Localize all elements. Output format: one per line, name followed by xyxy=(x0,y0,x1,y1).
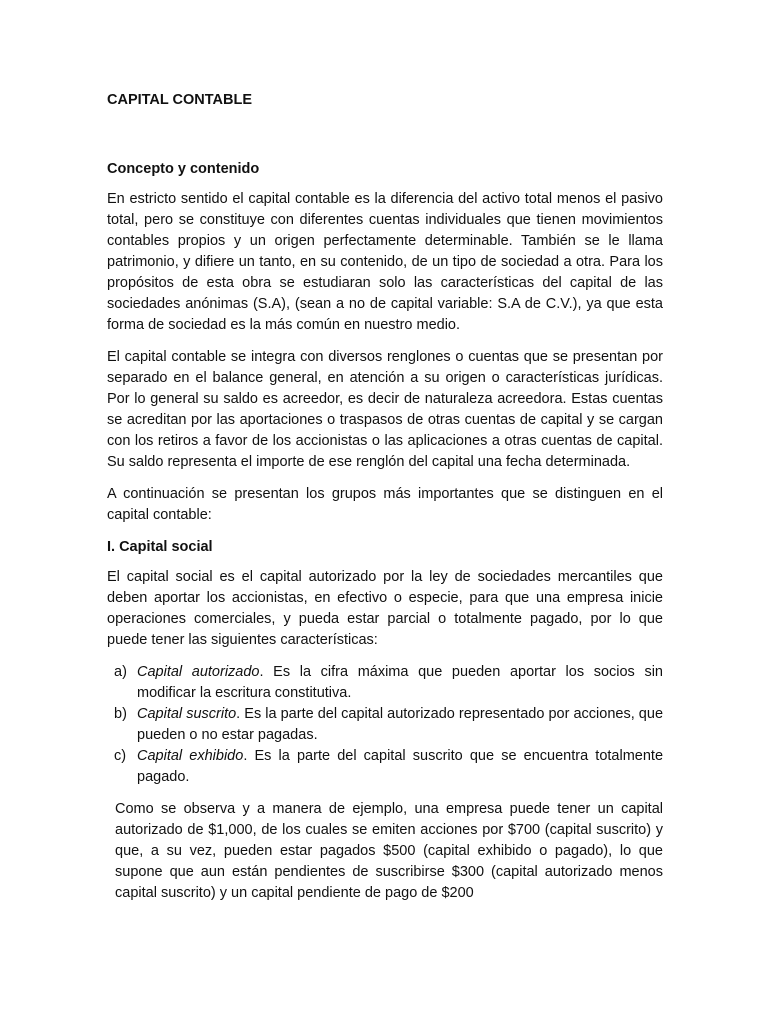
list-marker: c) xyxy=(114,748,127,764)
list-marker: b) xyxy=(114,706,127,722)
list-term: Capital exhibido xyxy=(137,748,244,764)
paragraph: A continuación se presentan los grupos más importantes que se distinguen en el capital contable: xyxy=(107,486,663,523)
list-item xyxy=(107,704,663,746)
section-heading-capital-social: I. Capital social xyxy=(107,539,213,555)
document-title: CAPITAL CONTABLE xyxy=(107,92,252,108)
list-item xyxy=(107,662,663,704)
list-text: . Es la parte del capital suscrito que se encuentra totalmente pagado. xyxy=(137,748,664,785)
list-term: Capital autorizado xyxy=(137,664,260,680)
section-heading-concepto: Concepto y contenido xyxy=(107,161,260,177)
example-paragraph: Como se observa y a manera de ejemplo, una empresa puede tener un capital autorizado de $1,000, de los cuales se emiten acciones por $700 (capital suscrito) y que, a su vez, pueden estar pagados $500 (capital exhibido o pagado), lo que supone que aun están pendientes de suscribirse $300 (capital autorizado menos capital suscrito) y un capital pendiente de pago de $200 xyxy=(115,801,663,901)
list-text: . Es la parte del capital autorizado representado por acciones, que pueden o no estar pagadas. xyxy=(137,706,664,743)
paragraph: En estricto sentido el capital contable es la diferencia del activo total menos el pasivo total, pero se constituye con diferentes cuentas individuales que tienen movimientos contables propios y un origen perfectamente determinable. También se le llama patrimonio, y difiere un tanto, en su contenido, de un tipo de sociedad a otra. Para los propósitos de esta obra se estudiaran solo las características del capital de las sociedades anónimas (S.A), (sean a no de capital variable: S.A de C.V.), ya que esta forma de sociedad es la más común en nuestro medio. xyxy=(107,191,663,333)
list-marker: a) xyxy=(114,664,127,680)
capital-types-list xyxy=(107,662,663,788)
list-text: . Es la cifra máxima que pueden aportar los socios sin modificar la escritura constitutiva. xyxy=(137,664,663,701)
list-term: Capital suscrito xyxy=(137,706,237,722)
list-item xyxy=(107,746,663,788)
paragraph: El capital social es el capital autorizado por la ley de sociedades mercantiles que deben aportar los accionistas, en efectivo o especie, para que una empresa inicie operaciones comerciales, y pueda estar parcial o totalmente pagado, por lo que puede tener las siguientes características: xyxy=(107,569,663,648)
paragraph: El capital contable se integra con diversos renglones o cuentas que se presentan por separado en el balance general, en atención a su origen o características jurídicas. Por lo general su saldo es acreedor, es decir de naturaleza acreedora. Estas cuentas se acreditan por las aportaciones o traspasos de otras cuentas de capital y se cargan con los retiros a favor de los accionistas o las aplicaciones a otras cuentas de capital. Su saldo representa el importe de ese renglón del capital una fecha determinada. xyxy=(107,349,663,470)
